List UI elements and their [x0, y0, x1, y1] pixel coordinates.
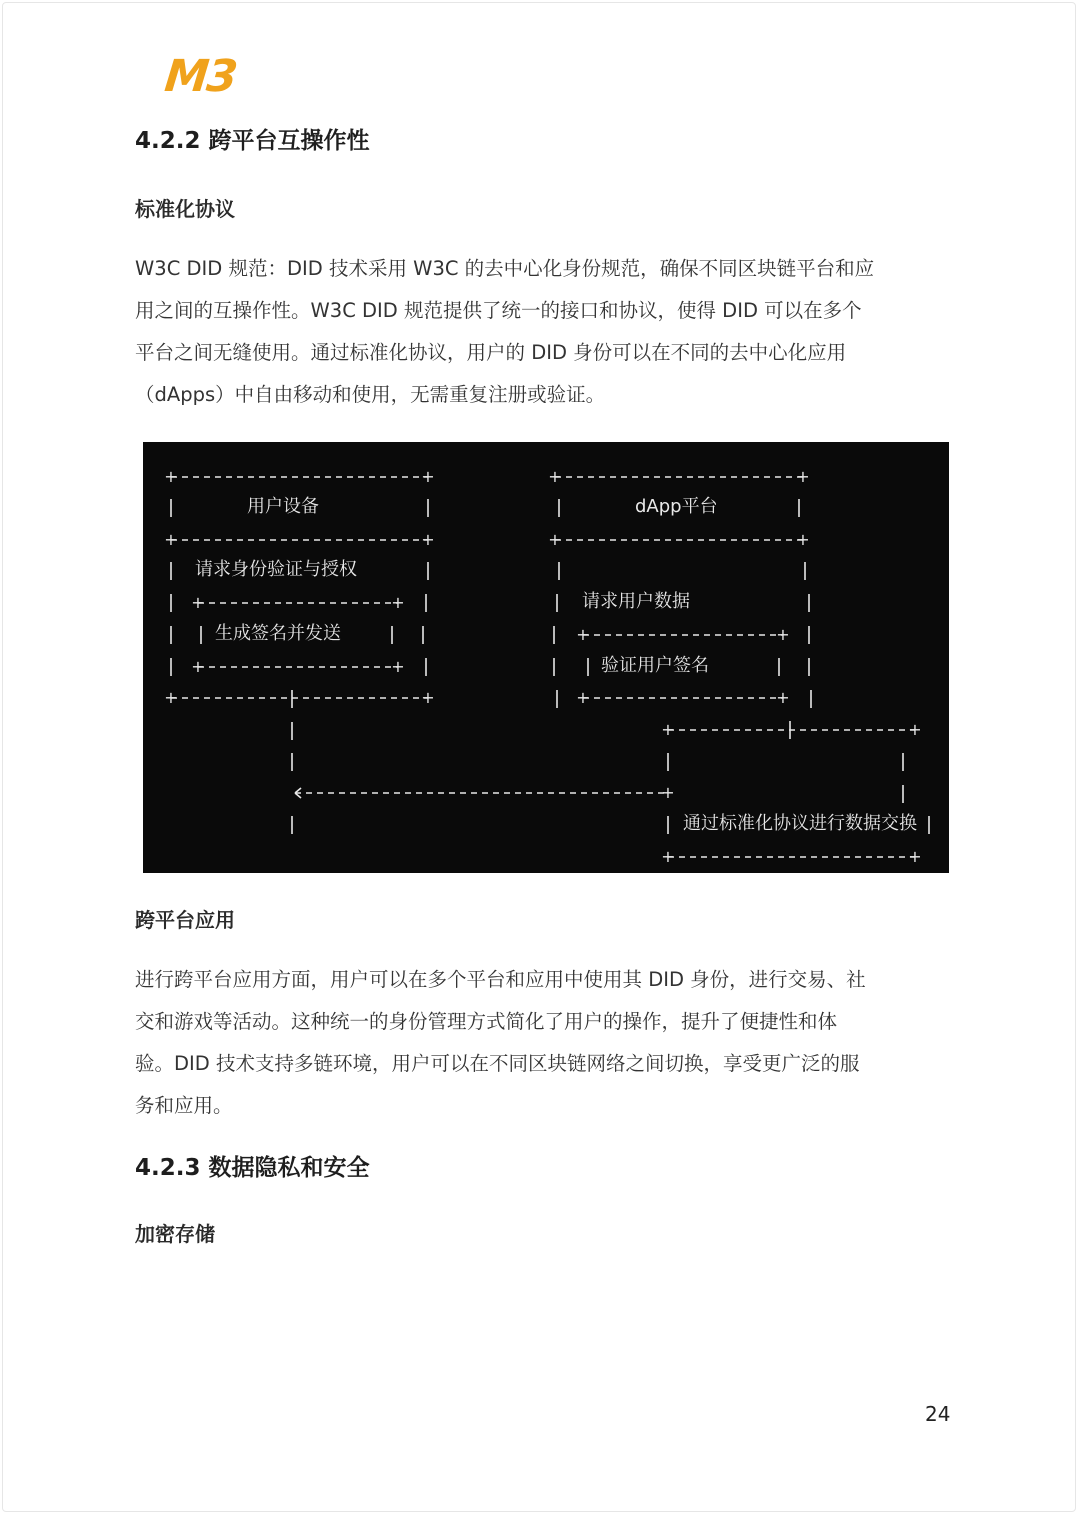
section-title-4-2-3: 4.2.3 数据隐私和安全: [135, 1155, 370, 1181]
paragraph-line: 平台之间无缝使用。通过标准化协议，用户的 DID 身份可以在不同的去中心化应用: [135, 341, 847, 364]
svg-text:+: +: [776, 688, 790, 707]
svg-text:+: +: [576, 688, 590, 707]
subheading-standard-protocol: 标准化协议: [135, 197, 235, 221]
paragraph-line: 验。DID 技术支持多链环境，用户可以在不同区块链网络之间切换，享受更广泛的服: [135, 1052, 860, 1075]
svg-text:+: +: [421, 688, 435, 707]
interop-diagram: [143, 442, 949, 873]
diagram-label-request-auth: 请求身份验证与授权: [195, 559, 357, 580]
svg-text:+: +: [548, 467, 562, 486]
svg-text:+: +: [391, 657, 405, 676]
paragraph-line: 用之间的互操作性。W3C DID 规范提供了统一的接口和协议，使得 DID 可以在多个: [135, 299, 862, 322]
paragraph-line: （dApps）中自由移动和使用，无需重复注册或验证。: [135, 383, 606, 406]
svg-text:+: +: [908, 720, 922, 739]
svg-text:+: +: [421, 530, 435, 549]
diagram-label-verify-signature: 验证用户签名: [601, 655, 709, 676]
diagram-label-dapp-platform: dApp平台: [635, 496, 718, 517]
svg-text:+: +: [191, 593, 205, 612]
paragraph-line: 进行跨平台应用方面，用户可以在多个平台和应用中使用其 DID 身份，进行交易、社: [135, 968, 866, 991]
svg-text:+: +: [421, 467, 435, 486]
diagram-label-data-exchange: 通过标准化协议进行数据交换: [683, 813, 917, 834]
svg-text:+: +: [548, 530, 562, 549]
svg-text:+: +: [164, 530, 178, 549]
svg-text:+: +: [796, 530, 810, 549]
svg-text:+: +: [776, 625, 790, 644]
svg-text:+: +: [661, 720, 675, 739]
diagram-label-generate-signature: 生成签名并发送: [215, 623, 341, 644]
paragraph-line: 务和应用。: [135, 1094, 233, 1117]
svg-text:+: +: [661, 847, 675, 866]
svg-text:+: +: [908, 847, 922, 866]
svg-text:+: +: [661, 783, 675, 802]
diagram-label-user-device: 用户设备: [247, 496, 319, 517]
paragraph-cross-platform: [135, 959, 945, 1127]
section-title-4-2-2: 4.2.2 跨平台互操作性: [135, 128, 370, 154]
svg-text:+: +: [576, 625, 590, 644]
svg-text:+: +: [391, 593, 405, 612]
svg-text:+: +: [191, 657, 205, 676]
m3-logo: M3: [162, 51, 239, 102]
svg-text:+: +: [164, 688, 178, 707]
subheading-cross-platform-apps: 跨平台应用: [135, 908, 235, 932]
svg-text:+: +: [164, 467, 178, 486]
diagram-label-request-data: 请求用户数据: [582, 591, 690, 612]
paragraph-line: 交和游戏等活动。这种统一的身份管理方式简化了用户的操作，提升了便捷性和体: [135, 1010, 838, 1033]
svg-text:+: +: [796, 467, 810, 486]
paragraph-w3c-did: [135, 248, 945, 416]
page-number: 24: [925, 1402, 951, 1426]
subheading-encrypted-storage: 加密存储: [135, 1222, 215, 1246]
paragraph-line: W3C DID 规范：DID 技术采用 W3C 的去中心化身份规范，确保不同区块链平台和应: [135, 257, 875, 280]
